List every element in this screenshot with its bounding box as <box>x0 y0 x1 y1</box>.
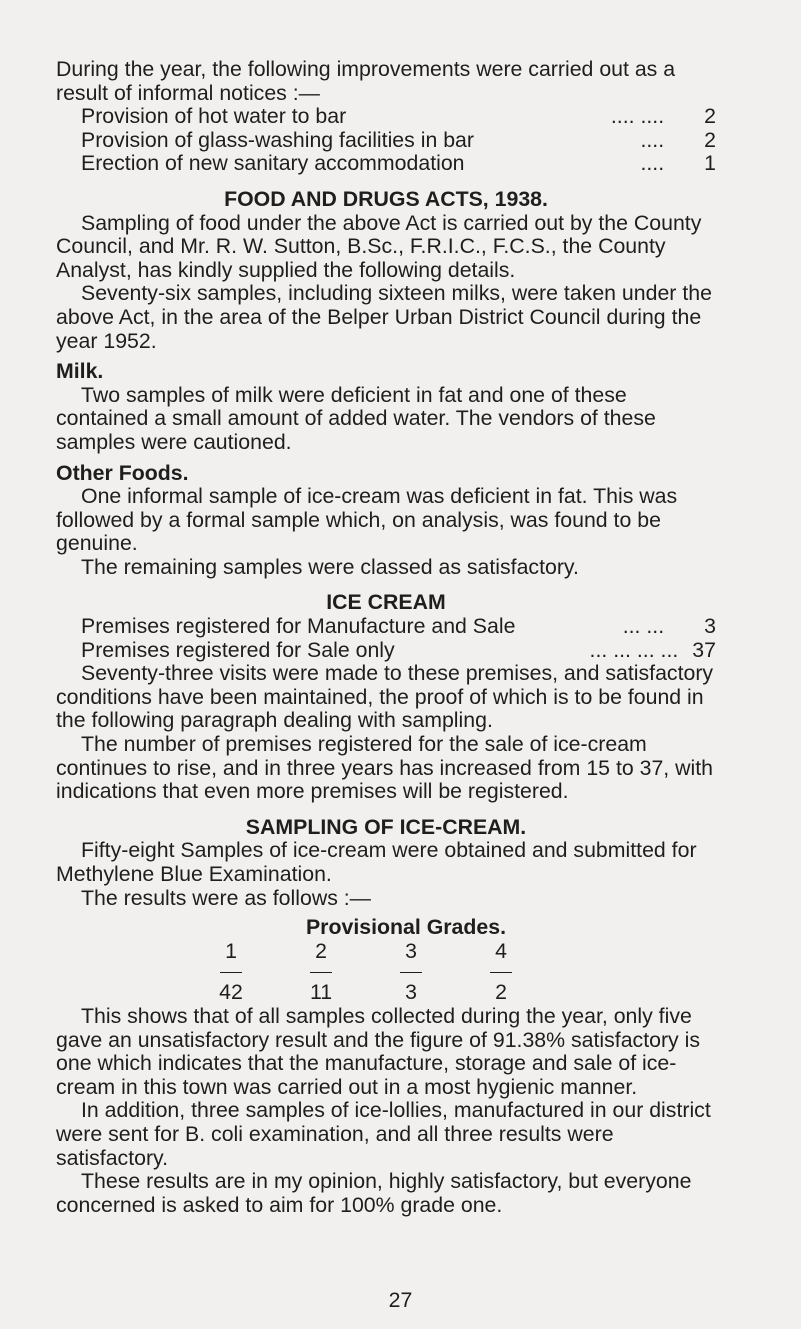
grades-count-row <box>186 981 606 1005</box>
food-drugs-heading: FOOD AND DRUGS ACTS, 1938. <box>224 186 548 211</box>
food-drugs-paragraph-2: Seventy-six samples, including sixteen milks, were taken under the above Act, in the area of the Belper Urban District Council during the year 1952. <box>56 281 712 353</box>
ice-cream-heading: ICE CREAM <box>326 590 446 615</box>
premises-leader: ... ... ... ... <box>589 637 679 662</box>
improvement-count: 2 <box>704 127 716 152</box>
grades-rule-row <box>186 963 606 981</box>
ice-cream-paragraph-1: Seventy-three visits were made to these premises, and satisfactory conditions have been maintained, the proof of which is to be found in the following paragraph dealing with sampling. <box>56 661 714 733</box>
improvement-count: 2 <box>704 104 716 129</box>
grade-count: 11 <box>309 980 333 1005</box>
grade-rule <box>366 972 456 973</box>
premises-label: Premises registered for Manufacture and Sale <box>81 614 516 639</box>
grades-title: Provisional Grades. <box>305 915 507 940</box>
premises-label: Premises registered for Sale only <box>81 637 395 662</box>
improvement-leader: .... .... <box>610 104 665 129</box>
intro-paragraph: During the year, the following improvements were carried out as a result of informal notices :— <box>56 57 676 105</box>
sampling-paragraph-5: These results are in my opinion, highly satisfactory, but everyone concerned is asked to aim for 100% grade one. <box>56 1169 692 1217</box>
improvement-item-2 <box>56 129 716 153</box>
sampling-paragraph-2: The results were as follows :— <box>81 885 371 910</box>
sampling-heading: SAMPLING OF ICE-CREAM. <box>245 814 527 839</box>
premises-leader: ... ... <box>622 614 665 639</box>
document-page <box>56 58 716 1217</box>
grades-header-row <box>186 940 606 964</box>
sampling-paragraph-3: This shows that of all samples collected during the year, only five gave an unsatisfactory result and the figure of 91.38% satisfactory is one which indicates that the manufacture, storage and sale of ice-cream in this town was carried out in a most hygienic manner. <box>56 1003 700 1099</box>
grade-count: 3 <box>405 980 417 1005</box>
other-foods-paragraph-2: The remaining samples were classed as satisfactory. <box>81 554 579 579</box>
page-number: 27 <box>388 1288 413 1312</box>
food-drugs-paragraph-1: Sampling of food under the above Act is carried out by the County Council, and Mr. R. W. Sutton, B.Sc., F.R.I.C., F.C.S., the County Analyst, has kindly supplied the following details. <box>56 210 702 282</box>
improvement-label: Provision of hot water to bar <box>81 104 347 129</box>
grade-count: 42 <box>219 980 243 1005</box>
improvement-label: Erection of new sanitary accommodation <box>81 151 465 176</box>
improvement-leader: .... <box>640 151 665 176</box>
improvement-leader: .... <box>640 127 665 152</box>
grade-header: 4 <box>495 938 507 963</box>
grade-rule <box>186 972 276 973</box>
improvement-label: Provision of glass-washing facilities in bar <box>81 127 474 152</box>
sampling-paragraph-4: In addition, three samples of ice-lollies, manufactured in our district were sent for B. coli examination, and all three results were satisfactory. <box>56 1098 711 1170</box>
improvement-item-1 <box>56 105 716 129</box>
premises-count: 37 <box>692 637 716 662</box>
grade-header: 2 <box>315 938 327 963</box>
premises-item-1 <box>56 615 716 639</box>
improvement-item-3 <box>56 152 716 176</box>
grade-rule <box>276 972 366 973</box>
ice-cream-paragraph-2: The number of premises registered for the sale of ice-cream continues to rise, and in three years has increased from 15 to 37, with indications that even more premises will be registered. <box>56 732 714 804</box>
improvement-count: 1 <box>704 151 716 176</box>
other-foods-heading: Other Foods. <box>56 460 189 485</box>
grade-header: 1 <box>225 938 237 963</box>
grade-rule <box>456 972 546 973</box>
premises-item-2 <box>56 639 716 663</box>
sampling-paragraph-1: Fifty-eight Samples of ice-cream were obtained and submitted for Methylene Blue Examination. <box>56 838 697 886</box>
grade-header: 3 <box>405 938 417 963</box>
other-foods-paragraph-1: One informal sample of ice-cream was deficient in fat. This was followed by a formal sample which, on analysis, was found to be genuine. <box>56 484 678 556</box>
grade-count: 2 <box>495 980 507 1005</box>
premises-count: 3 <box>704 614 716 639</box>
milk-heading: Milk. <box>56 359 104 384</box>
milk-paragraph: Two samples of milk were deficient in fat and one of these contained a small amount of added water. The vendors of these samples were cautioned. <box>56 382 656 454</box>
